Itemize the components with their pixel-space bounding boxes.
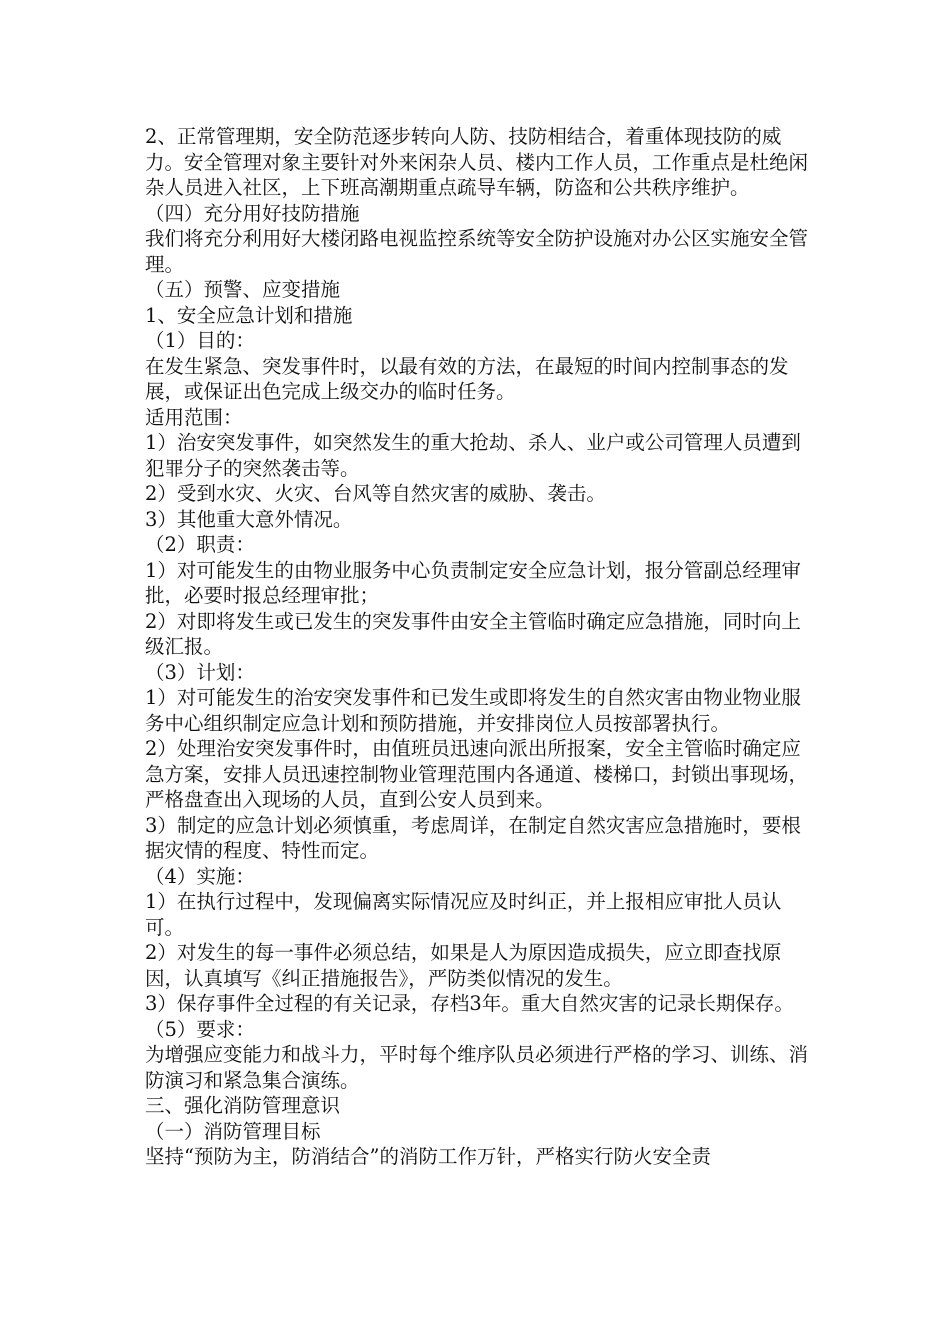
heading-fire-awareness: 三、强化消防管理意识: [145, 1094, 341, 1117]
heading-warning-measures: （五）预警、应变措施: [145, 278, 341, 301]
heading-requirements: （5）要求：: [145, 1017, 255, 1041]
document-body: [145, 124, 820, 1170]
heading-purpose: （1）目的：: [145, 329, 255, 352]
list-item-plan-2: 2）处理治安突发事件时，由值班员迅速向派出所报案，安全主管临时确定应急方案，安排人员迅速控制物业管理范围内各通道、楼梯口，封锁出事现场，严格盘查出入现场的人员，直到公安人员到来。: [145, 737, 809, 811]
heading-fire-goals: （一）消防管理目标: [145, 1119, 321, 1143]
list-item-scope-2: 2）受到水灾、火灾、台风等自然灾害的威胁、袭击。: [145, 482, 606, 505]
list-item-scope-1: 1）治安突发事件，如突然发生的重大抢劫、杀人、业户或公司管理人员遭到犯罪分子的突然袭击等。: [145, 431, 801, 480]
heading-scope: 适用范围：: [145, 405, 243, 429]
heading-implementation: （4）实施：: [145, 864, 255, 888]
list-item-impl-3: 3）保存事件全过程的有关记录，存档3年。重大自然灾害的记录长期保存。: [145, 992, 794, 1015]
list-item-plan-1: 1）对可能发生的治安突发事件和已发生或即将发生的自然灾害由物业物业服务中心组织制定应急计划和预防措施，并安排岗位人员按部署执行。: [145, 686, 801, 735]
heading-duties: （2）职责：: [145, 533, 255, 556]
heading-plan: （3）计划：: [145, 660, 255, 684]
paragraph-cctv: 我们将充分利用好大楼闭路电视监控系统等安全防护设施对办公区实施安全管理。: [145, 227, 809, 276]
heading-emergency-plan: 1、安全应急计划和措施: [145, 303, 353, 327]
paragraph-fire-policy: 坚持“预防为主，防消结合”的消防工作万针，严格实行防火安全责: [145, 1145, 711, 1168]
list-item-scope-3: 3）其他重大意外情况。: [145, 507, 353, 531]
paragraph-requirements: 为增强应变能力和战斗力，平时每个维序队员必须进行严格的学习、训练、消防演习和紧急集合演练。: [145, 1043, 809, 1092]
list-item-plan-3: 3）制定的应急计划必须慎重，考虑周详，在制定自然灾害应急措施时，要根据灾情的程度、特性而定。: [145, 813, 801, 862]
list-item-impl-2: 2）对发生的每一事件必须总结，如果是人为原因造成损失，应立即查找原因，认真填写《纠正措施报告》，严防类似情况的发生。: [145, 941, 782, 990]
paragraph-normal-management: 2、正常管理期，安全防范逐步转向人防、技防相结合，着重体现技防的威力。安全管理对象主要针对外来闲杂人员、楼内工作人员，工作重点是杜绝闲杂人员进入社区，上下班高潮期重点疏导车辆，防盗和公共秩序维护。: [145, 125, 809, 199]
paragraph-purpose: 在发生紧急、突发事件时，以最有效的方法，在最短的时间内控制事态的发展，或保证出色完成上级交办的临时任务。: [145, 354, 789, 403]
list-item-duty-2: 2）对即将发生或已发生的突发事件由安全主管临时确定应急措施，同时向上级汇报。: [145, 609, 801, 658]
list-item-duty-1: 1）对可能发生的由物业服务中心负责制定安全应急计划，报分管副总经理审批，必要时报总经理审批；: [145, 558, 801, 607]
list-item-impl-1: 1）在执行过程中，发现偏离实际情况应及时纠正，并上报相应审批人员认可。: [145, 890, 782, 939]
heading-tech-measures: （四）充分用好技防措施: [145, 201, 360, 225]
